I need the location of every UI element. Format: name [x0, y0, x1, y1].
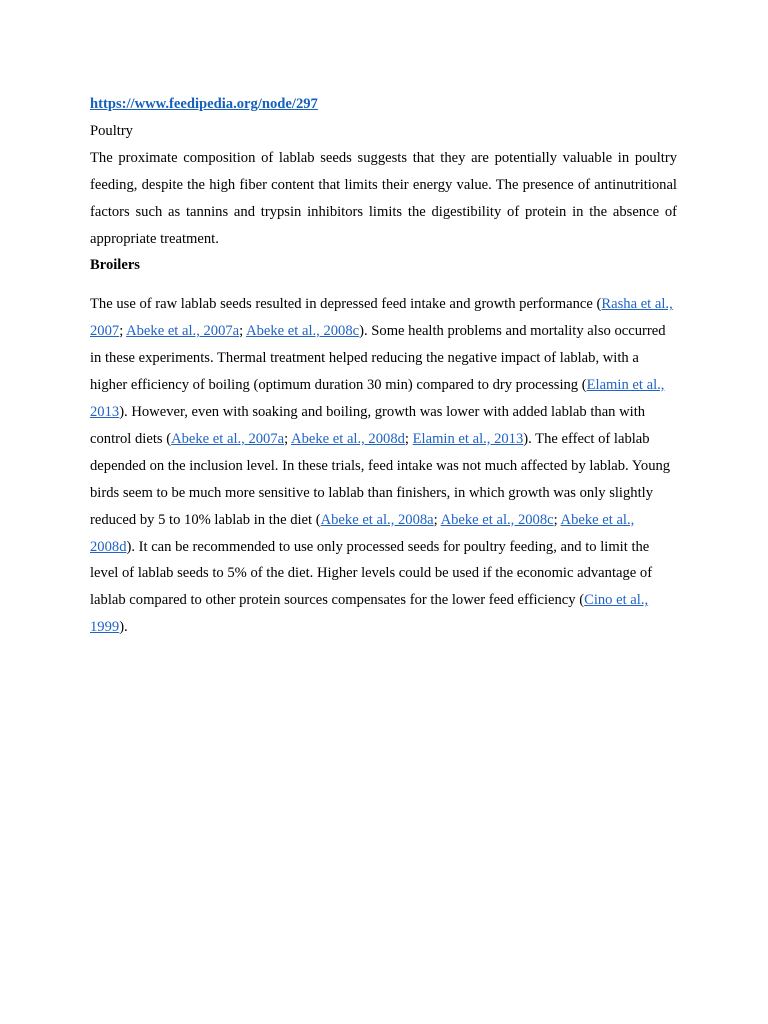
citation-link[interactable]: Rasha et al., 2007	[90, 296, 673, 340]
citation-link[interactable]: Abeke et al., 2008c	[440, 511, 554, 528]
source-url-link[interactable]: https://www.feedipedia.org/node/297	[90, 96, 318, 112]
paragraph-text: The use of raw lablab seeds resulted in depressed feed intake and growth performance (	[90, 296, 602, 313]
paragraph-text: ;	[553, 511, 561, 528]
paragraph-text: ). Some health problems and mortality also occurred in these experiments. Thermal treatment helped reducing the negative impact of lablab, with a higher efficiency of boiling (optimum duration 30 min) compared to dry processing (	[90, 323, 666, 394]
citation-link[interactable]: Abeke et al., 2008a	[320, 511, 434, 528]
citation-link[interactable]: Elamin et al., 2013	[90, 377, 665, 420]
subheading-broilers: Broilers	[90, 257, 140, 274]
paragraph-text: ;	[239, 323, 247, 340]
paragraph-text: ;	[119, 323, 127, 340]
section-title: Poultry	[90, 122, 133, 139]
citation-link[interactable]: Abeke et al., 2007a	[171, 430, 285, 447]
paragraph-spacer	[90, 279, 677, 291]
document-page	[90, 91, 677, 641]
broilers-paragraph	[90, 291, 677, 641]
paragraph-text: ).	[119, 619, 128, 636]
paragraph-text: ). It can be recommended to use only processed seeds for poultry feeding, and to limit the level of lablab seeds to 5% of the diet. Higher levels could be used if the economic advantage of lablab compared to other protein sources compensates for the lower feed efficiency (	[90, 538, 653, 609]
citation-link[interactable]: Elamin et al., 2013	[412, 430, 524, 447]
paragraph-text: ). The effect of lablab depended on the inclusion level. In these trials, feed intake was not much affected by lablab. Young birds seem to be much more sensitive to lablab than finishers, in which growth was only slightly reduced by 5 to 10% lablab in the diet (	[90, 430, 671, 528]
citation-link[interactable]: Abeke et al., 2008c	[246, 323, 360, 340]
citation-link[interactable]: Abeke et al., 2008d	[90, 511, 635, 555]
intro-paragraph: The proximate composition of lablab seeds suggests that they are potentially valuable in poultry feeding, despite the high fiber content that limits their energy value. The presence of antinutritional factors such as tannins and trypsin inhibitors limits the digestibility of protein in the absence of appropriate treatment.	[90, 149, 677, 247]
citation-link[interactable]: Abeke et al., 2008d	[291, 430, 405, 447]
paragraph-text: ). However, even with soaking and boiling, growth was lower with added lablab than with control diets (	[90, 403, 646, 447]
paragraph-text: ;	[433, 511, 441, 528]
citation-link[interactable]: Cino et al., 1999	[90, 592, 649, 636]
citation-link[interactable]: Abeke et al., 2007a	[126, 323, 240, 340]
paragraph-text: ;	[404, 430, 413, 447]
paragraph-text: ;	[284, 430, 292, 447]
